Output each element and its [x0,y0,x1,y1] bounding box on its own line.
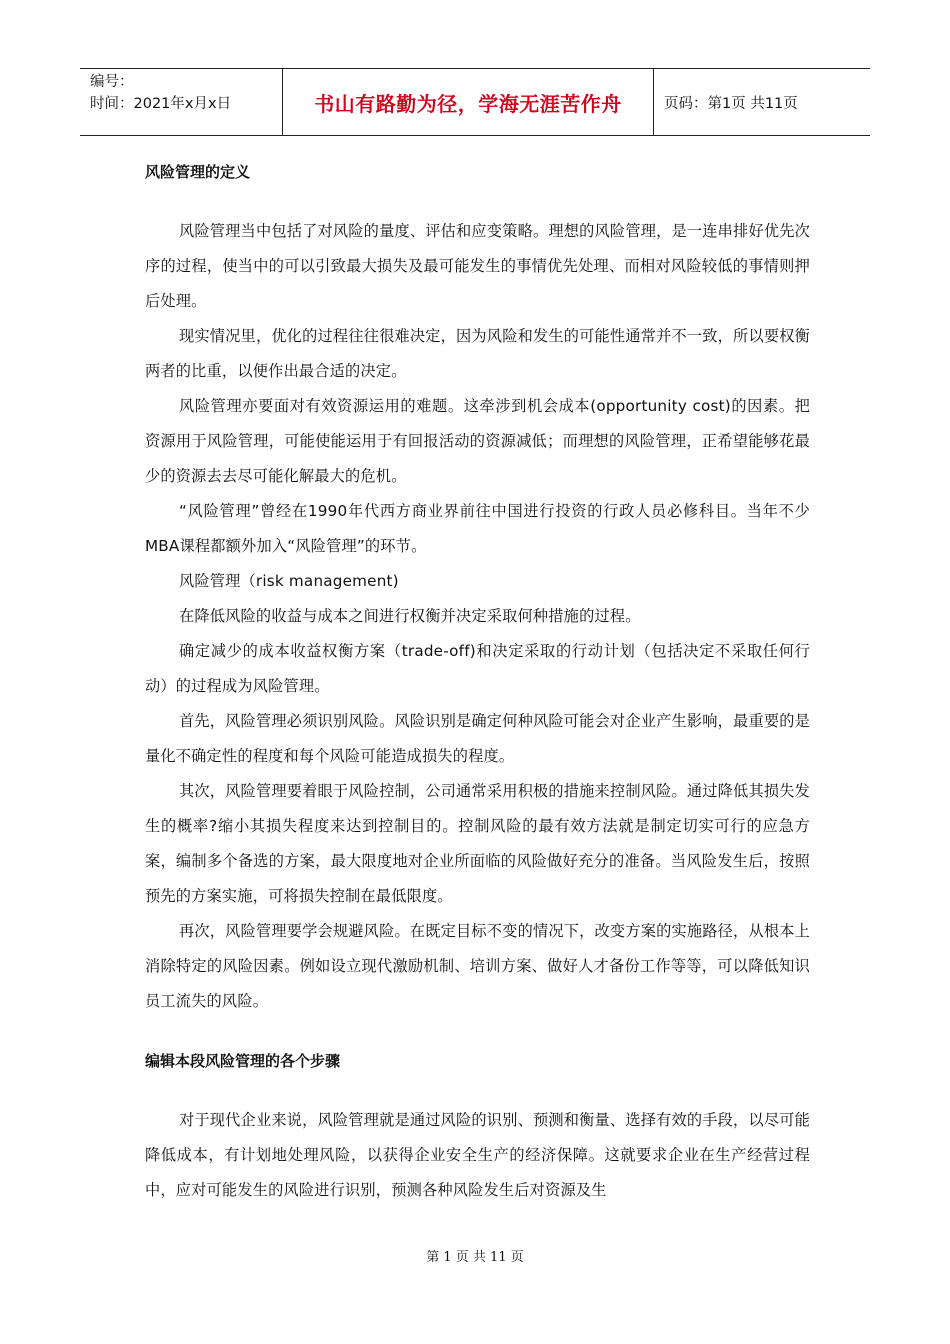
paragraph: 风险管理（risk management) [179,572,399,590]
page-footer: 第 1 页 共 11 页 [426,1250,524,1265]
header-motto: 书山有路勤为径，学海无涯苦作舟 [282,69,654,135]
paragraph: 确定减少的成本收益权衡方案（trade-off)和决定采取的行动计划（包括决定不采取任何行动）的过程成为风险管理。 [145,642,810,695]
paragraph: “风险管理”曾经在1990年代西方商业界前往中国进行投资的行政人员必修科目。当年不少MBA课程都额外加入“风险管理”的环节。 [145,502,810,555]
paragraph: 现实情况里，优化的过程往往很难决定，因为风险和发生的可能性通常并不一致，所以要权衡两者的比重，以便作出最合适的决定。 [145,327,810,380]
paragraph: 对于现代企业来说，风险管理就是通过风险的识别、预测和衡量、选择有效的手段，以尽可能降低成本，有计划地处理风险，以获得企业安全生产的经济保障。这就要求企业在生产经营过程中，应对可能发生的风险进行识别，预测各种风险发生后对资源及生 [145,1111,810,1199]
paragraph: 再次，风险管理要学会规避风险。在既定目标不变的情况下，改变方案的实施路径，从根本上消除特定的风险因素。例如设立现代激励机制、培训方案、做好人才备份工作等等，可以降低知识员工流失的风险。 [145,922,810,1010]
paragraph: 风险管理亦要面对有效资源运用的难题。这牵涉到机会成本(opportunity cost)的因素。把资源用于风险管理，可能使能运用于有回报活动的资源减低；而理想的风险管理，正希望能够花最少的资源去去尽可能化解最大的危机。 [145,397,810,485]
number-label: 编号： [90,74,134,90]
section-heading-definition: 风险管理的定义 [145,163,251,181]
header-meta [80,69,282,135]
document-header [80,68,870,136]
paragraph: 其次，风险管理要着眼于风险控制，公司通常采用积极的措施来控制风险。通过降低其损失发生的概率?缩小其损失程度来达到控制目的。控制风险的最有效方法就是制定切实可行的应急方案，编制多个备选的方案，最大限度地对企业所面临的风险做好充分的准备。当风险发生后，按照预先的方案实施，可将损失控制在最低限度。 [145,782,810,905]
section-heading-steps: 编辑本段风险管理的各个步骤 [145,1052,341,1070]
header-page-code: 页码：第1页 共11页 [664,95,798,112]
paragraph: 风险管理当中包括了对风险的量度、评估和应变策略。理想的风险管理，是一连串排好优先次序的过程，使当中的可以引致最大损失及最可能发生的事情优先处理、而相对风险较低的事情则押后处理。 [145,222,810,310]
date-label: 时间：2021年x月x日 [90,96,232,112]
paragraph: 首先，风险管理必须识别风险。风险识别是确定何种风险可能会对企业产生影响，最重要的是量化不确定性的程度和每个风险可能造成损失的程度。 [145,712,810,765]
document-body [145,150,810,1208]
paragraph: 在降低风险的收益与成本之间进行权衡并决定采取何种措施的过程。 [179,607,641,625]
